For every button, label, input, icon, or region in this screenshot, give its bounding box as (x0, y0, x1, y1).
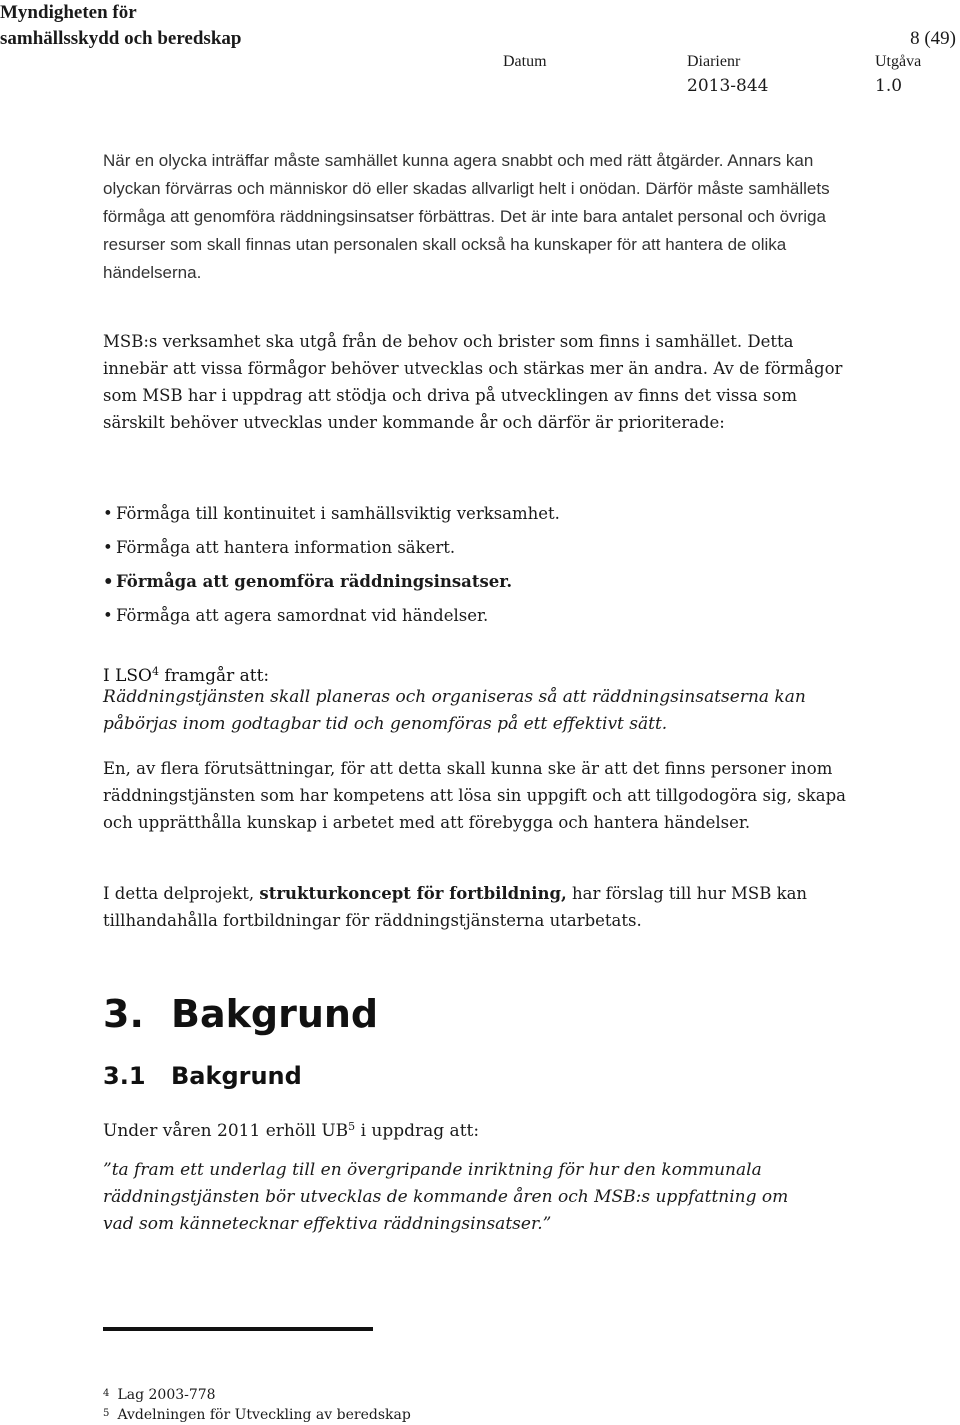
footnote-text: Avdelningen för Utveckling av beredskap (117, 1407, 411, 1423)
subsection-title: Bakgrund (171, 1062, 302, 1090)
list-item: • Förmåga att hantera information säkert. (103, 534, 560, 568)
footnote-separator (103, 1327, 373, 1331)
prerequisites-paragraph: En, av flera förutsättningar, för att detta skall kunna ske är att det finns personer inom räddningstjänsten som har kompetens att lösa sin uppgift och att tillgodogöra sig, skapa och upprätthålla kunskap i arbetet med att förebygga och hantera händelser. (103, 759, 846, 832)
utgava-value: 1.0 (875, 76, 903, 96)
lso-prefix: I LSO (103, 666, 152, 686)
section-heading (103, 992, 378, 1036)
list-item-highlighted: • Förmåga att genomföra räddningsinsatser. (103, 568, 560, 602)
assignment-suffix: i uppdrag att: (355, 1121, 480, 1141)
footnote-5 (103, 1404, 411, 1425)
organization-name-line2: samhällsskydd och beredskap (0, 28, 242, 49)
footnote-ref-4: 4 (152, 665, 159, 678)
list-item: • Förmåga till kontinuitet i samhällsviktig verksamhet. (103, 500, 560, 534)
footnote-number: 4 (103, 1388, 110, 1399)
assignment-quote: ”ta fram ett underlag till en övergripande inriktning för hur den kommunala räddningstjänsten bör utvecklas de kommande åren och MSB:s uppfattning om vad som kännetecknar effektiva räddningsinsatser.” (103, 1160, 789, 1234)
section-title: Bakgrund (171, 992, 379, 1036)
priority-list (103, 500, 560, 636)
footnote-ref-5: 5 (348, 1120, 356, 1133)
diarienr-label: Diarienr (687, 53, 741, 70)
subsection-heading (103, 1062, 302, 1090)
footnote-number: 5 (103, 1408, 110, 1419)
subsection-number: 3.1 (103, 1062, 146, 1090)
utgava-label: Utgåva (875, 53, 922, 70)
intro-paragraph: När en olycka inträffar måste samhället kunna agera snabbt och med rätt åtgärder. Annars kan olyckan förvärras och människor dö eller skadas allvarligt helt i onödan. Därför måste samhällets förmåga att genomföra räddningsinsatser förbättras. Det är inte bara antalet personal och övriga resurser som skall finnas utan personalen skall också ha kunskaper för att hantera de olika händelserna. (103, 151, 830, 282)
lso-suffix: framgår att: (159, 666, 270, 686)
date-label: Datum (503, 53, 547, 70)
organization-name-line1: Myndigheten för (0, 2, 137, 23)
page-number: 8 (49) (910, 28, 956, 49)
subproject-suffix: har förslag till hur MSB kan tillhandahålla fortbildningar för räddningstjänsterna utarbetats. (103, 884, 808, 930)
priorities-paragraph: MSB:s verksamhet ska utgå från de behov och brister som finns i samhället. Detta innebär att vissa förmågor behöver utvecklas och stärkas mer än andra. Av de förmågor som MSB har i uppdrag att stödja och driva på utvecklingen av finns det vissa som särskilt behöver utvecklas under kommande år och därför är prioriterade: (103, 332, 843, 432)
lso-quote: Räddningstjänsten skall planeras och organiseras så att räddningsinsatserna kan påbörjas inom godtagbar tid och genomföras på ett effektivt sätt. (103, 687, 806, 734)
footnote-4 (103, 1384, 216, 1405)
assignment-prefix: Under våren 2011 erhöll UB (103, 1121, 349, 1141)
list-item: • Förmåga att agera samordnat vid händelser. (103, 602, 560, 636)
section-number: 3. (103, 992, 144, 1036)
organization-name (0, 0, 241, 52)
footnote-text: Lag 2003-778 (117, 1387, 216, 1403)
diarienr-value: 2013-844 (687, 76, 769, 96)
subproject-name: strukturkoncept för fortbildning, (259, 884, 567, 903)
assignment-paragraph (103, 1113, 863, 1145)
subproject-prefix: I detta delprojekt, (103, 884, 260, 903)
subproject-paragraph (103, 880, 863, 934)
